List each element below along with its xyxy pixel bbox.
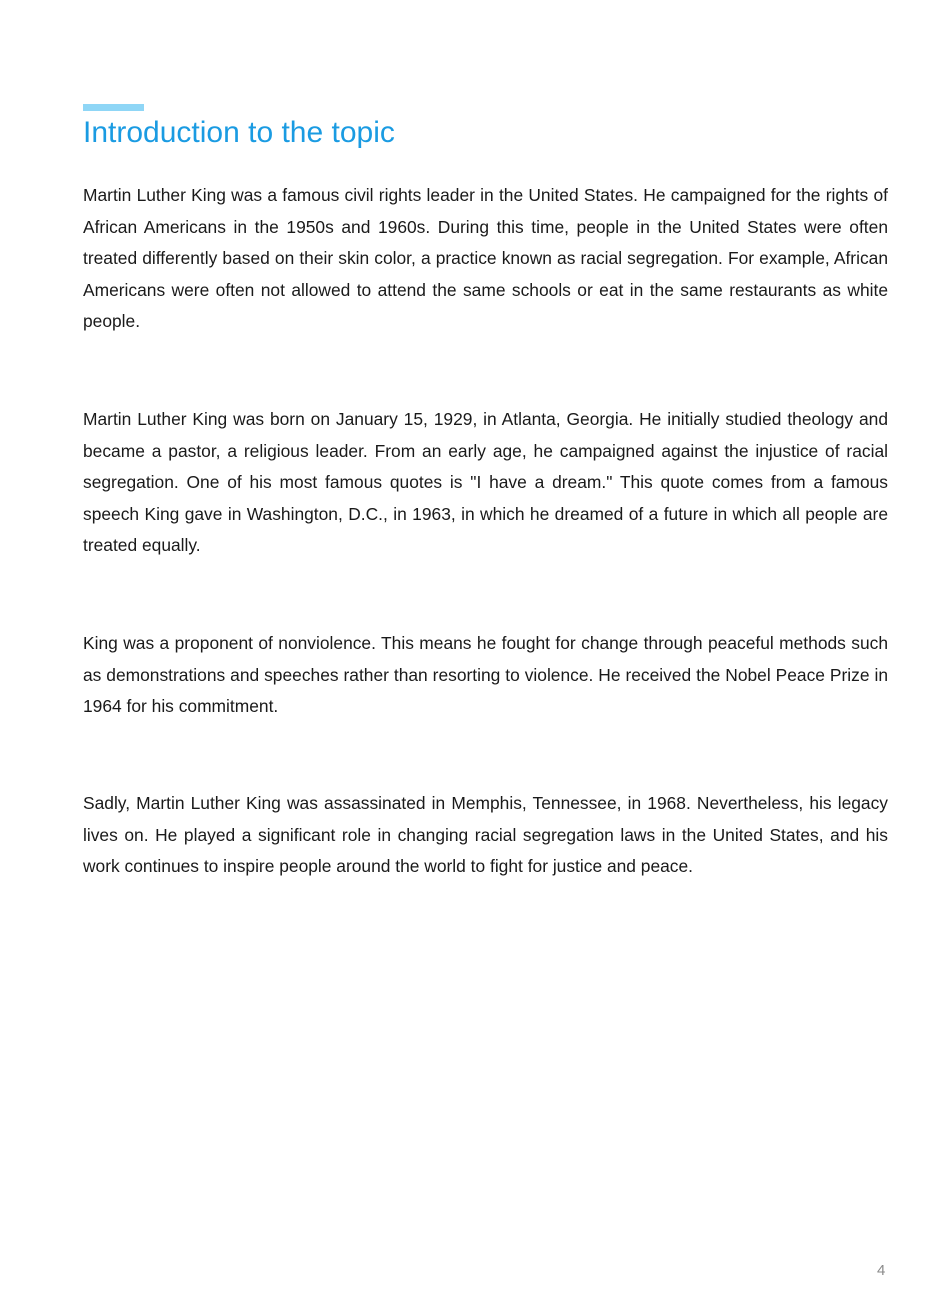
section-title: Introduction to the topic bbox=[83, 116, 395, 149]
paragraph-civil-rights: Martin Luther King was a famous civil rights leader in the United States. He campaigned for the rights of African Americans in the 1950s and 1960s. During this time, people in the United States were often treated differently based on their skin color, a practice known as racial segregation. For example, African Americans were often not allowed to attend the same schools or eat in the same restaurants as white people. bbox=[83, 185, 888, 331]
paragraph-legacy: Sadly, Martin Luther King was assassinated in Memphis, Tennessee, in 1968. Nevertheless, his legacy lives on. He played a significant role in changing racial segregation laws in the United States, and his work continues to inspire people around the world to fight for justice and peace. bbox=[83, 793, 888, 876]
paragraph-biography: Martin Luther King was born on January 15, 1929, in Atlanta, Georgia. He initially studied theology and became a pastor, a religious leader. From an early age, he campaigned against the injustice of racial segregation. One of his most famous quotes is "I have a dream." This quote comes from a famous speech King gave in Washington, D.C., in 1963, in which he dreamed of a future in which all people are treated equally. bbox=[83, 409, 888, 555]
page-number: 4 bbox=[877, 1262, 886, 1279]
paragraph-nonviolence: King was a proponent of nonviolence. This means he fought for change through peaceful methods such as demonstrations and speeches rather than resorting to violence. He received the Nobel Peace Prize in 1964 for his commitment. bbox=[83, 633, 888, 716]
title-accent-bar bbox=[83, 104, 144, 111]
